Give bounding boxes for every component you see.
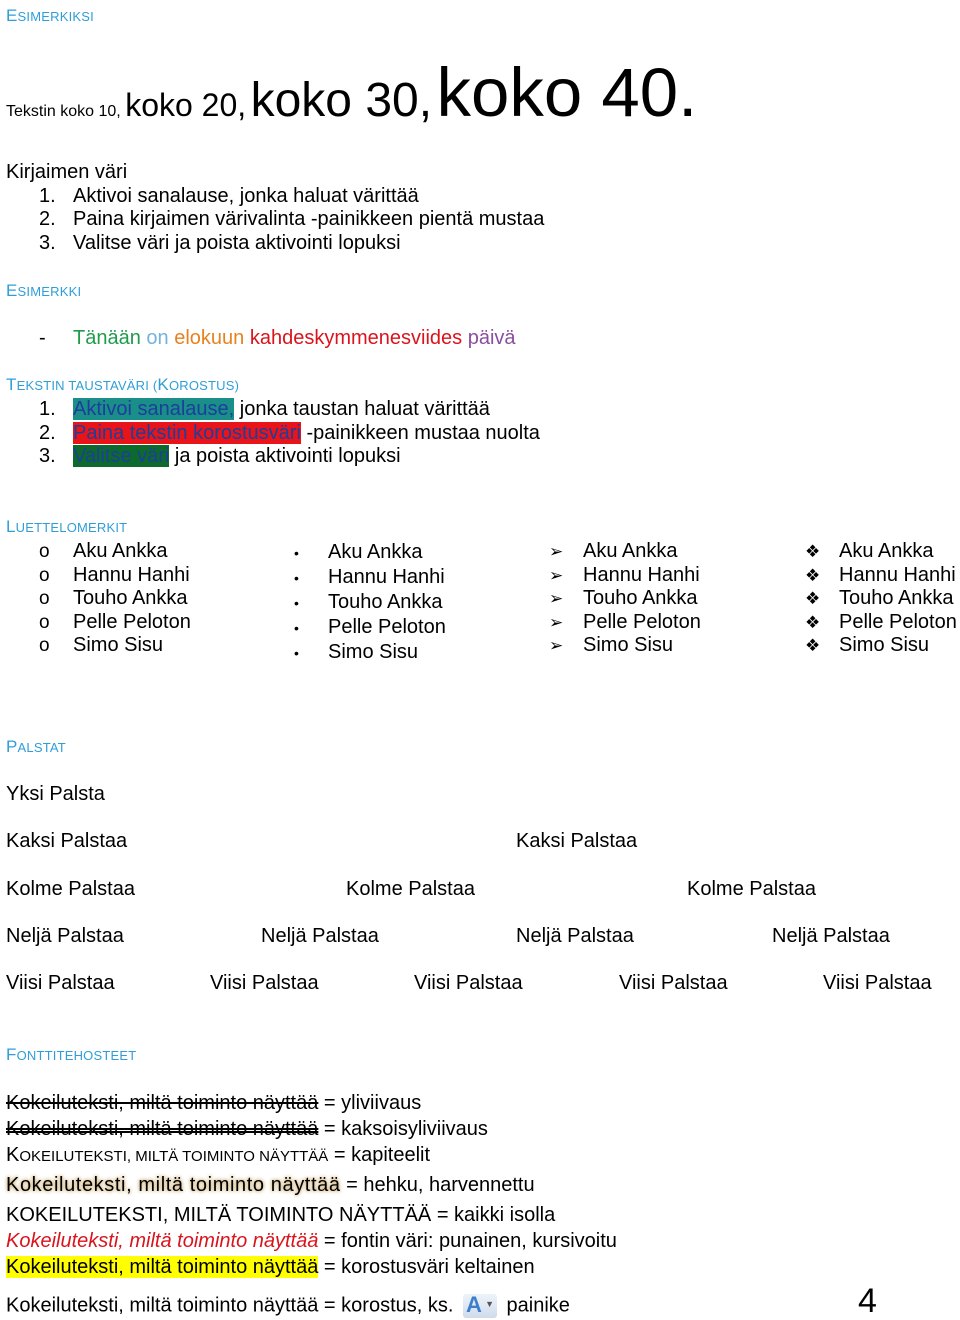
bullet-text: Pelle Peloton <box>583 610 701 633</box>
bullet-text: Touho Ankka <box>839 587 954 610</box>
five-column-cell-3: Viisi Palstaa <box>414 972 523 994</box>
bullet-list-3-item <box>549 588 698 608</box>
word-purple: päivä <box>467 327 516 349</box>
bullet-marker: • <box>294 595 299 611</box>
effect-highlight-button-note: Kokeiluteksti, miltä toiminto näyttää = korostus, ks. A ▼ painike <box>6 1292 570 1317</box>
bullet-marker: ❖ <box>805 565 821 585</box>
page-number: 4 <box>858 1282 877 1320</box>
effect-small-caps: KOKEILUTEKSTI, MILTÄ TOIMINTO NÄYTTÄÄ = kapiteelit <box>6 1144 431 1166</box>
bullet-list-2-item <box>294 592 443 612</box>
text-highlight-button-icon: A ▼ <box>463 1294 497 1318</box>
bullet-text: Pelle Peloton <box>73 610 191 633</box>
bullet-text: Touho Ankka <box>583 587 698 610</box>
size-30-text: koko 30, <box>250 74 433 127</box>
bullet-marker: o <box>39 564 50 586</box>
bullet-text: Simo Sisu <box>73 634 164 657</box>
bullet-text: Hannu Hanhi <box>583 563 700 586</box>
font-color-step-1: 1. Aktivoi sanalause, jonka haluat värittää <box>39 185 419 207</box>
effect-strikethrough: Kokeiluteksti, miltä toiminto näyttää = yliviivaus <box>6 1092 422 1114</box>
word-lightblue: on <box>146 327 169 349</box>
examples-heading-rest: SIMERKIKSI <box>17 9 94 24</box>
bullet-list-3-item <box>549 612 701 632</box>
effect-glow-spaced: Kokeiluteksti, miltä toiminto näyttää = hehku, harvennettu <box>6 1174 535 1196</box>
four-column-cell-4: Neljä Palstaa <box>772 925 890 947</box>
bullet-list-4-item <box>805 565 956 585</box>
bullet-list-4-item <box>805 612 957 632</box>
bullet-text: Simo Sisu <box>839 634 930 657</box>
bullet-text: Simo Sisu <box>583 634 674 657</box>
bullet-marker: • <box>294 545 299 561</box>
bullet-marker: ➢ <box>549 542 564 561</box>
word-orange: elokuun <box>174 327 245 349</box>
highlight-step-2: 2. Paina tekstin korostusväri -painikkeen mustaa nuolta <box>39 422 540 444</box>
bullet-marker: ❖ <box>805 589 821 609</box>
effects-heading: FONTTITEHOSTEET <box>6 1045 137 1064</box>
bullet-text: Simo Sisu <box>328 641 419 663</box>
effect-all-caps: KOKEILUTEKSTI, MILTÄ TOIMINTO NÄYTTÄÄ = kaikki isolla <box>6 1204 556 1226</box>
highlight-heading: TEKSTIN TAUSTAVÄRI (KOROSTUS) <box>6 375 240 394</box>
effect-double-strikethrough: Kokeiluteksti, miltä toiminto näyttää = kaksoisyliviivaus <box>6 1118 488 1140</box>
bullet-marker: • <box>294 645 299 661</box>
font-color-title: Kirjaimen väri <box>6 161 128 183</box>
bullet-marker: ➢ <box>549 589 564 609</box>
columns-heading: PALSTAT <box>6 737 66 756</box>
bullet-list-1-item <box>39 541 168 561</box>
bullet-text: Touho Ankka <box>328 591 443 613</box>
five-column-cell-1: Viisi Palstaa <box>6 972 115 994</box>
bullet-list-1-item <box>39 565 190 585</box>
bullet-list-2-item <box>294 642 418 662</box>
bullet-list-4-item <box>805 588 954 608</box>
five-column-cell-2: Viisi Palstaa <box>210 972 319 994</box>
bullet-marker: ❖ <box>805 636 821 656</box>
three-column-cell-3: Kolme Palstaa <box>687 878 816 900</box>
bullet-list-1-item <box>39 588 188 608</box>
example-heading: ESIMERKKI <box>6 281 82 300</box>
size-20-text: koko 20, <box>125 87 247 123</box>
bullet-marker: ❖ <box>805 542 821 561</box>
size-10-text: Tekstin koko 10, <box>6 103 121 120</box>
bullet-text: Pelle Peloton <box>839 610 957 633</box>
size-40-text: koko 40. <box>436 54 698 131</box>
effect-yellow-highlight: Kokeiluteksti, miltä toiminto näyttää = korostusväri keltainen <box>6 1256 535 1278</box>
bullet-marker: ❖ <box>805 612 821 632</box>
bullet-marker: ➢ <box>549 565 564 585</box>
bullet-text: Pelle Peloton <box>328 616 446 638</box>
highlight-step-1: 1. Aktivoi sanalause, jonka taustan haluat värittää <box>39 398 490 420</box>
font-color-step-3: 3. Valitse väri ja poista aktivointi lopuksi <box>39 232 401 254</box>
three-column-cell-1: Kolme Palstaa <box>6 878 135 900</box>
bullet-marker: o <box>39 541 50 562</box>
two-column-cell-2: Kaksi Palstaa <box>516 830 638 852</box>
word-red: kahdeskymmenesviides <box>249 327 463 349</box>
three-column-cell-2: Kolme Palstaa <box>346 878 475 900</box>
bullet-marker: ➢ <box>549 612 564 632</box>
examples-heading <box>6 7 94 24</box>
bullet-marker: o <box>39 611 50 633</box>
bullet-list-4-item <box>805 541 934 561</box>
one-column-label: Yksi Palsta <box>6 783 105 805</box>
bullet-text: Hannu Hanhi <box>73 563 190 586</box>
examples-heading-first: E <box>6 6 18 25</box>
bullet-list-3-item <box>549 565 700 585</box>
word-green: Tänään <box>73 327 141 349</box>
four-column-cell-1: Neljä Palstaa <box>6 925 124 947</box>
effect-red-italic: Kokeiluteksti, miltä toiminto näyttää = fontin väri: punainen, kursivoitu <box>6 1230 617 1252</box>
colored-sentence: - Tänään on elokuun kahdeskymmenesviides päivä <box>39 327 516 349</box>
bullet-text: Hannu Hanhi <box>839 563 956 586</box>
bullet-text: Aku Ankka <box>839 540 934 562</box>
highlight-step-3: 3. Valitse väri ja poista aktivointi lopuksi <box>39 445 401 467</box>
five-column-cell-5: Viisi Palstaa <box>823 972 932 994</box>
bullet-marker: • <box>294 620 299 636</box>
bullet-list-4-item <box>805 635 929 655</box>
font-color-step-2: 2. Paina kirjaimen värivalinta -painikkeen pientä mustaa <box>39 208 545 230</box>
bullet-text: Hannu Hanhi <box>328 566 445 588</box>
four-column-cell-3: Neljä Palstaa <box>516 925 634 947</box>
bullet-text: Aku Ankka <box>328 541 423 563</box>
bullet-list-1-item <box>39 612 191 632</box>
bullet-list-3-item <box>549 635 673 655</box>
font-size-demo <box>6 54 698 131</box>
bullet-text: Touho Ankka <box>73 587 188 610</box>
bullet-text: Aku Ankka <box>73 540 168 562</box>
bullet-list-2-item <box>294 542 423 562</box>
bullets-heading: LUETTELOMERKIT <box>6 517 128 536</box>
bullet-marker: ➢ <box>549 636 564 656</box>
bullet-marker: o <box>39 635 50 657</box>
bullet-marker: o <box>39 588 50 610</box>
bullet-list-1-item <box>39 635 163 655</box>
bullet-list-3-item <box>549 541 678 561</box>
bullet-list-2-item <box>294 617 446 637</box>
four-column-cell-2: Neljä Palstaa <box>261 925 379 947</box>
bullet-marker: • <box>294 570 299 586</box>
two-column-cell-1: Kaksi Palstaa <box>6 830 128 852</box>
bullet-list-2-item <box>294 567 445 587</box>
five-column-cell-4: Viisi Palstaa <box>619 972 728 994</box>
bullet-text: Aku Ankka <box>583 540 678 562</box>
